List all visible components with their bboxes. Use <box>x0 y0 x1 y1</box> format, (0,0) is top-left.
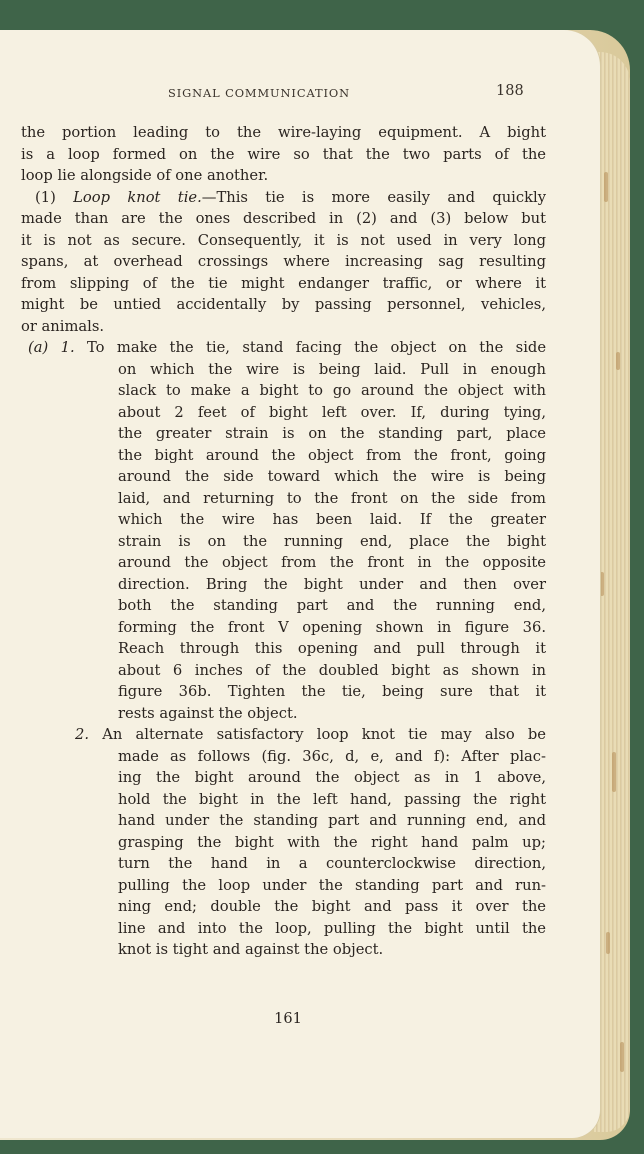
text-line: or animals. <box>21 317 105 335</box>
text-line: Reach through this opening and pull through it <box>118 640 546 657</box>
text-line: the greater strain is on the standing part, place <box>118 425 546 442</box>
text-line: laid, and returning to the front on the side from <box>118 489 546 507</box>
text-line: made than are the ones described in (2) and (3) below but <box>21 210 546 227</box>
text-line: it is not as secure. Consequently, it is not used in very long <box>21 231 546 249</box>
text-line: both the standing part and the running end, <box>118 597 546 614</box>
text-line: the portion leading to the wire-laying equipment. A bight <box>21 124 546 141</box>
step-1-text <box>118 359 546 725</box>
text-line: about 2 feet of bight left over. If, during tying, <box>118 403 546 421</box>
book-page <box>0 30 600 1138</box>
text-fragment: An alternate satisfactory loop knot tie may also be <box>102 726 546 743</box>
folio-number: 161 <box>274 1011 302 1027</box>
text-line: around the side toward which the wire is being <box>118 468 546 485</box>
text-line: made as follows (fig. 36c, d, e, and f): After plac- <box>118 747 546 765</box>
text-line: forming the front V opening shown in figure 36. <box>118 618 546 636</box>
subitem-a1-lead <box>21 337 546 359</box>
text-line: knot is tight and against the object. <box>118 941 384 958</box>
step-2-text <box>118 746 546 961</box>
text-line: ing the bight around the object as in 1 above, <box>118 769 546 786</box>
page-body <box>21 122 546 961</box>
text-line: from slipping of the tie might endanger traffic, or where it <box>21 274 546 292</box>
text-line: hold the bight in the left hand, passing the right <box>118 790 546 808</box>
text-line: spans, at overhead crossings where increasing sag resulting <box>21 253 546 270</box>
text-line: is a loop formed on the wire so that the two parts of the <box>21 145 546 163</box>
text-line: rests against the object. <box>118 704 298 722</box>
subitem-a2-lead <box>21 724 546 746</box>
text-line: ning end; double the bight and pass it over the <box>118 898 546 915</box>
text-fragment: To make the tie, stand facing the object on the side <box>87 339 547 356</box>
text-line: line and into the loop, pulling the bight until the <box>118 919 546 937</box>
step-number: 2. <box>75 726 90 743</box>
paragraph-label: (1) <box>35 188 56 206</box>
text-line: might be untied accidentally by passing personnel, vehicles, <box>21 296 546 313</box>
section-term: Loop knot tie. <box>73 188 202 206</box>
text-line: which the wire has been laid. If the greater <box>118 511 546 528</box>
text-line: strain is on the running end, place the bight <box>118 532 546 550</box>
text-line: pulling the loop under the standing part and run- <box>118 876 546 894</box>
running-title: SIGNAL COMMUNICATION <box>168 86 350 100</box>
text-line: slack to make a bight to go around the object with <box>118 382 546 399</box>
text-line: grasping the bight with the right hand palm up; <box>118 833 546 851</box>
text-line: direction. Bring the bight under and then over <box>118 575 546 593</box>
subitem-label: (a) <box>28 339 49 356</box>
text-line: figure 36b. Tighten the tie, being sure that it <box>118 683 546 700</box>
text-line: about 6 inches of the doubled bight as shown in <box>118 661 546 679</box>
paragraph-loop-knot-tie <box>21 187 546 209</box>
text-line: hand under the standing part and running end, and <box>118 812 546 829</box>
step-number: 1. <box>60 339 75 356</box>
text-line: loop lie alongside of one another. <box>21 167 269 184</box>
text-line: around the object from the front in the opposite <box>118 554 546 571</box>
text-line: the bight around the object from the front, going <box>118 446 546 464</box>
page-number: 188 <box>496 83 524 99</box>
text-line: turn the hand in a counterclockwise direction, <box>118 855 546 872</box>
text-fragment: —This tie is more easily and quickly <box>201 188 546 206</box>
text-line: on which the wire is being laid. Pull in enough <box>118 360 546 378</box>
